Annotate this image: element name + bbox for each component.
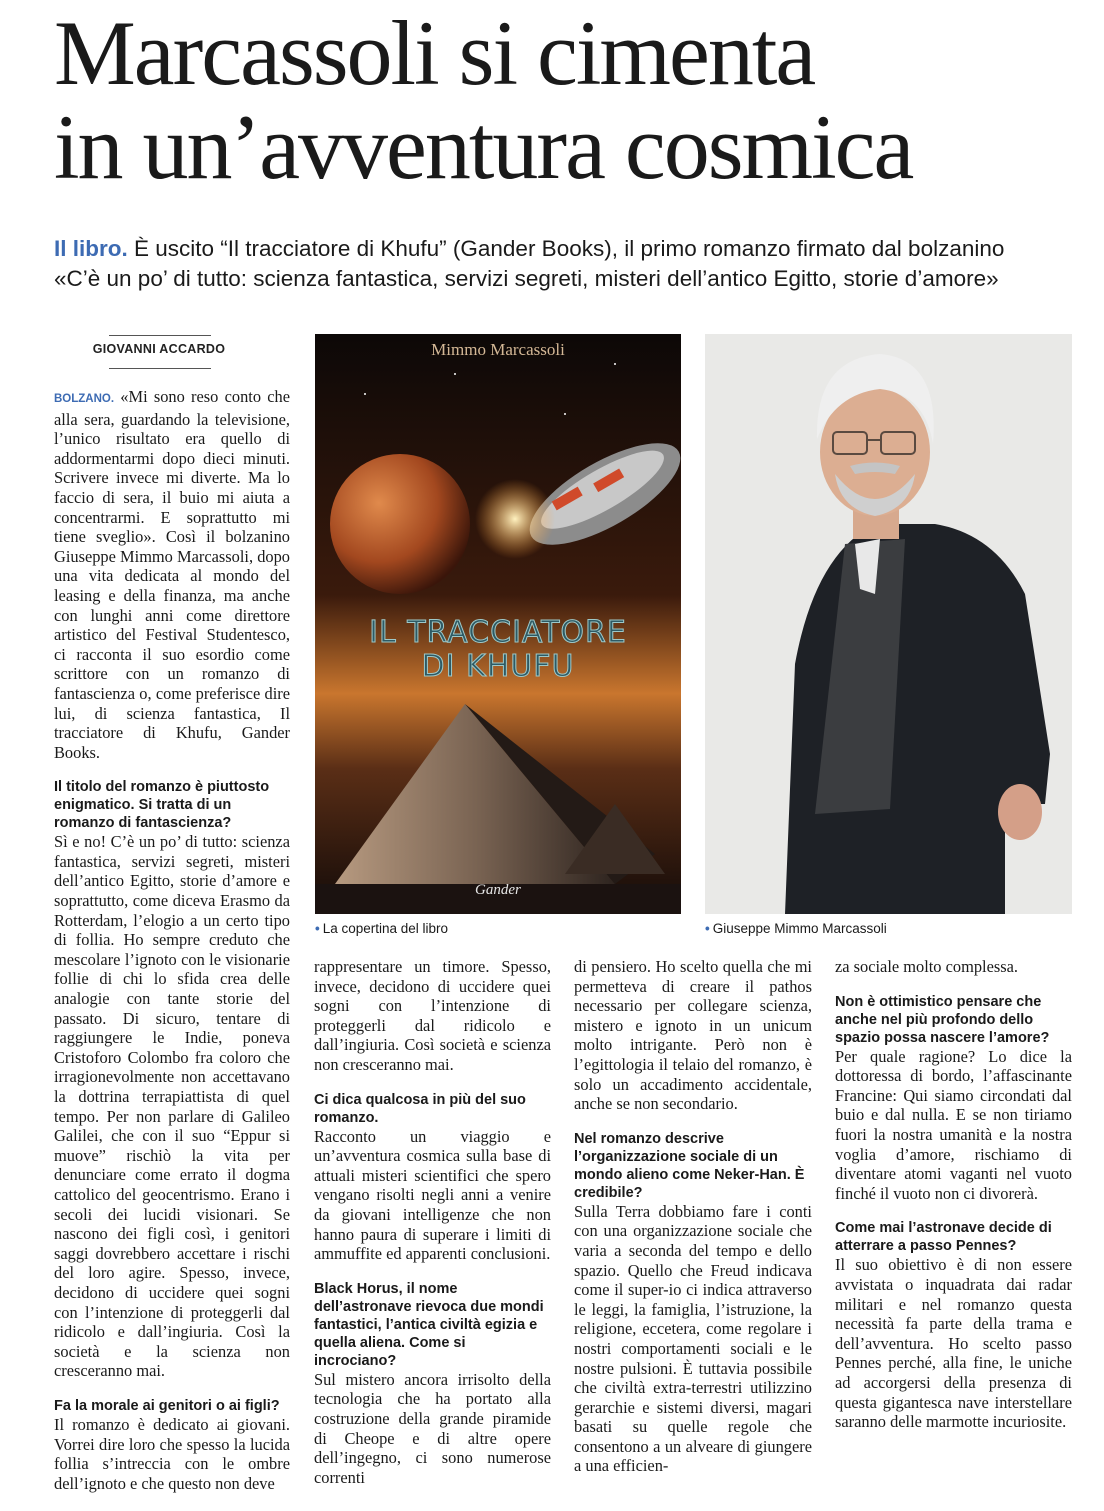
question-2: Fa la morale ai genitori o ai figli? [54,1397,280,1414]
article-column-1 [54,387,290,1493]
answer-7: Il suo obiettivo è di non essere avvistata o inquadrata dai radar militari e nel romanzo questa necessità fa parte della trama e dell’avventura. Ho scelto passo Pennes perché, alla fine, le uniche ad accorgersi della presenza di questa gigantesca nave interstellare saranno delle marmotte incuriosite. [835,1255,1072,1432]
portrait-caption [705,921,887,936]
author-portrait-illustration [705,334,1072,914]
answer-4-part-2: di pensiero. Ho scelto quella che mi permetteva di creare il pathos necessario per collegare scienza, mistero e ignoto in un unicum molto intrigante. Però non è l’egittologia il telaio del romanzo, è solo un accadimento accidentale, anche se non secondario. [574,957,812,1114]
byline: GIOVANNI ACCARDO [92,342,226,356]
portrait-caption-text: Giuseppe Mimmo Marcassoli [712,921,887,936]
answer-5-part-2: za sociale molto complessa. [835,957,1018,976]
answer-5-part-1: Sulla Terra dobbiamo fare i conti con una organizzazione sociale che varia a seconda del tempo e dello spazio. Quello che Freud indicava come il super-io ci indica attraverso le leggi, la famiglia, l’istruzione, la religione, eccetera, come regolare i nostri comportamenti sociali e le nostre pulsioni. È tuttavia possibile che civiltà extra-terrestri utilizzino gerarchie e sistemi diversi, magari basati su quelle regole che consentono a un alveare di giungere a una efficien- [574,1201,812,1476]
answer-4-part-1: Sul mistero ancora irrisolto della tecnologia che ha portato alla costruzione della grande piramide di Cheope e di altre opere dell’ingegno, ci sono numerose correnti [314,1369,551,1487]
caption-bullet-icon: • [705,921,710,936]
byline-rule-top [109,335,211,336]
cover-author: Mimmo Marcassoli [431,340,565,359]
book-cover-image [315,334,681,914]
headline-line-2: in un’avventura cosmica [54,96,913,198]
cover-title-line-2: DI KHUFU [421,649,575,684]
byline-rule-bottom [109,368,211,369]
article-column-2 [314,957,551,1487]
question-1: Il titolo del romanzo è piuttosto enigmatico. Si tratta di un romanzo di fantascienza? [54,779,270,832]
intro-paragraph [54,387,290,762]
cover-caption [315,921,448,936]
answer-2-part-1: Il romanzo è dedicato ai giovani. Vorrei dire loro che spesso la lucida follia s’intreccia con le ombre dell’ignoto e che questo non deve [54,1414,290,1493]
intro-text: «Mi sono reso conto che alla sera, guardando la televisione, l’unico risultato era quello di addormentarmi dopo dieci minuti. Scrivere invece mi diverte. Ma lo faccio di sera, il buio mi aiuta a concentrarmi. E soprattutto mi tiene sveglio». Così il bolzanino Giuseppe Mimmo Marcassoli, dopo una vita dedicata al mondo del leasing e della finanza, ma anche con lunghi anni come direttore artistico del Festival Studentesco, ci racconta il suo esordio come scrittore con un romanzo di fantascienza o, come preferisce dire lui, di scienza fantastica, Il tracciatore di Khufu, Gander Books. [54,387,290,762]
caption-bullet-icon: • [315,921,320,936]
answer-1: Sì e no! C’è un po’ di tutto: scienza fantastica, servizi segreti, misteri dell’antico Egitto, storie d’amore e soprattutto, come diceva Erasmo da Rotterdam, l’elogio a un certo tipo di follia. Ho sempre creduto che mescolare l’ignoto con le visionarie follie di chi lo sfida crea delle analogie con tante storie del passato. Di sicuro, tentare di raggiungere le Indie, poneva Cristoforo Colombo fra coloro che irragionevolmente non accettavano la dottrina terrapiattista di quel tempo. Per non parlare di Galileo Galilei, che con il suo “Eppur si muove” rischiò la vita per denunciare come errato il dogma cattolico del geocentrismo. Erano i secoli dei lucidi visionari. Se nascono dei figli così, i genitori saggi dovrebbero accettare i rischi del loro agire. Spesso, invece, decidono di uccidere quei sogni con l’intenzione di proteggerli dal ridicolo e dall’ingiuria. Così la società e la scienza non cresceranno mai. [54,832,290,1381]
deck-line-1: È uscito “Il tracciatore di Khufu” (Gander Books), il primo romanzo firmato dal bolzanino [127,236,1005,261]
question-3: Ci dica qualcosa in più del suo romanzo. [314,1091,526,1126]
cover-publisher: Gander [475,882,521,898]
answer-6: Per quale ragione? Lo dice la dottoressa di bordo, l’affascinante Francine: Qui siamo circondati dal buio e dal nulla. E se non tiriamo fuori la nostra umanità e la nostra voglia d’amore, rischiamo di diventare atomi vaganti nel vuoto finché il vuoto non ci divorerà. [835,1046,1072,1203]
question-7: Come mai l’astronave decide di atterrare a passo Pennes? [835,1220,1052,1255]
cover-caption-text: La copertina del libro [322,921,449,936]
article-column-4 [835,957,1072,1432]
deck-line-2: «C’è un po’ di tutto: scienza fantastica, servizi segreti, misteri dell’antico Egitto, storie d’amore» [54,266,999,291]
headline-line-1: Marcassoli si cimenta [54,2,815,104]
question-5: Nel romanzo descrive l’organizzazione sociale di un mondo alieno come Neker-Han. È credibile? [574,1130,805,1201]
article-column-3 [574,957,812,1476]
question-4: Black Horus, il nome dell’astronave rievoca due mondi fantastici, l’antica civiltà egizia e quella aliena. Come si incrociano? [314,1280,544,1369]
cover-title [315,616,681,684]
answer-3: Racconto un viaggio e un’avventura cosmica sulla base di attuali misteri scientifici che spero vengano risolti negli anni a venire da giovani intelligenze che non hanno paura di superare i limiti di ammuffite ed apparenti conclusioni. [314,1126,551,1264]
cover-title-line-1: IL TRACCIATORE [369,615,627,650]
dateline: BOLZANO. [54,393,115,405]
question-6: Non è ottimistico pensare che anche nel più profondo dello spazio possa nascere l’amore? [835,993,1050,1046]
deck [54,234,1094,294]
author-portrait-image [705,334,1072,914]
deck-kicker: Il libro. [54,236,128,261]
headline [54,2,1094,198]
answer-2-part-2: rappresentare un timore. Spesso, invece, decidono di uccidere quei sogni con l’intenzione di proteggerli dal ridicolo e dall’ingiuria. Così società e scienza non cresceranno mai. [314,957,551,1074]
